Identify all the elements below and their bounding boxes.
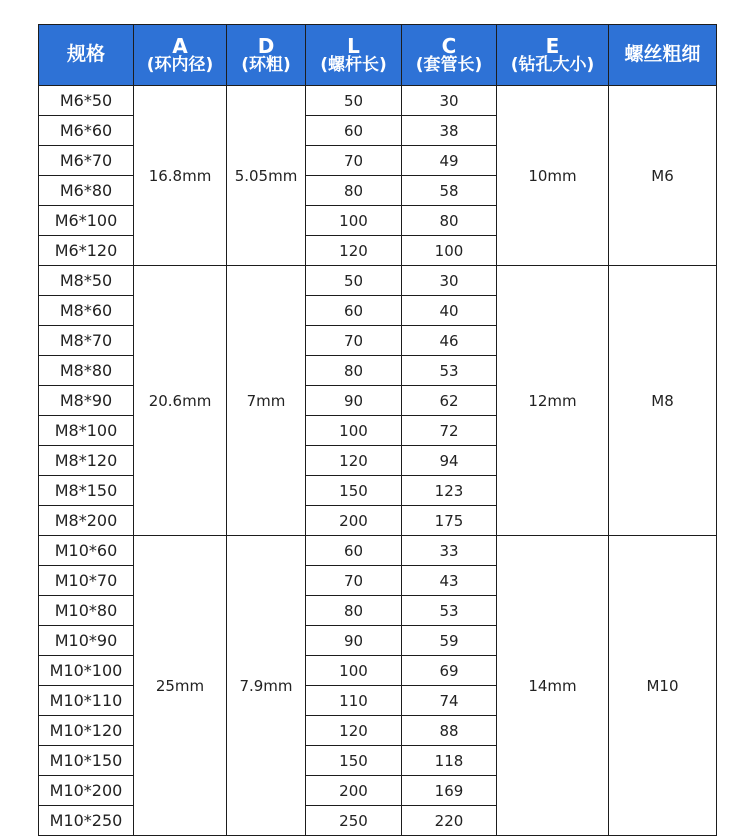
cell-sleeve-length: 80 (402, 206, 497, 236)
cell-spec: M8*80 (39, 356, 134, 386)
cell-spec: M8*100 (39, 416, 134, 446)
cell-bolt-length: 120 (306, 446, 402, 476)
cell-sleeve-length: 38 (402, 116, 497, 146)
cell-sleeve-length: 175 (402, 506, 497, 536)
spec-table (38, 24, 717, 836)
cell-spec: M6*120 (39, 236, 134, 266)
cell-bolt-length: 90 (306, 626, 402, 656)
cell-sleeve-length: 59 (402, 626, 497, 656)
cell-spec: M10*250 (39, 806, 134, 836)
cell-spec: M8*60 (39, 296, 134, 326)
header-e: E (钻孔大小) (497, 25, 609, 86)
cell-bolt-length: 80 (306, 176, 402, 206)
cell-thread-size: M8 (609, 266, 717, 536)
cell-sleeve-length: 30 (402, 266, 497, 296)
cell-bolt-length: 120 (306, 716, 402, 746)
cell-spec: M6*100 (39, 206, 134, 236)
cell-spec: M10*70 (39, 566, 134, 596)
header-spec: 规格 (39, 25, 134, 86)
cell-bolt-length: 60 (306, 296, 402, 326)
cell-bolt-length: 50 (306, 266, 402, 296)
cell-sleeve-length: 100 (402, 236, 497, 266)
cell-bolt-length: 110 (306, 686, 402, 716)
cell-ring-inner-diameter: 16.8mm (134, 86, 227, 266)
cell-spec: M6*80 (39, 176, 134, 206)
cell-spec: M10*110 (39, 686, 134, 716)
cell-bolt-length: 150 (306, 476, 402, 506)
cell-thread-size: M6 (609, 86, 717, 266)
cell-spec: M6*60 (39, 116, 134, 146)
table-row (39, 536, 717, 566)
cell-sleeve-length: 169 (402, 776, 497, 806)
header-c: C (套管长) (402, 25, 497, 86)
cell-sleeve-length: 43 (402, 566, 497, 596)
cell-sleeve-length: 49 (402, 146, 497, 176)
cell-bolt-length: 150 (306, 746, 402, 776)
cell-bolt-length: 100 (306, 656, 402, 686)
cell-sleeve-length: 72 (402, 416, 497, 446)
cell-bolt-length: 90 (306, 386, 402, 416)
cell-spec: M10*100 (39, 656, 134, 686)
table-row (39, 266, 717, 296)
header-row (39, 25, 717, 86)
cell-drill-size: 10mm (497, 86, 609, 266)
cell-spec: M8*70 (39, 326, 134, 356)
cell-ring-thickness: 7mm (227, 266, 306, 536)
cell-bolt-length: 50 (306, 86, 402, 116)
cell-spec: M6*70 (39, 146, 134, 176)
cell-spec: M10*150 (39, 746, 134, 776)
cell-bolt-length: 200 (306, 506, 402, 536)
cell-ring-inner-diameter: 20.6mm (134, 266, 227, 536)
cell-sleeve-length: 58 (402, 176, 497, 206)
cell-sleeve-length: 53 (402, 356, 497, 386)
cell-sleeve-length: 74 (402, 686, 497, 716)
cell-bolt-length: 60 (306, 536, 402, 566)
cell-spec: M8*90 (39, 386, 134, 416)
cell-bolt-length: 200 (306, 776, 402, 806)
cell-spec: M10*120 (39, 716, 134, 746)
cell-bolt-length: 70 (306, 146, 402, 176)
header-thread: 螺丝粗细 (609, 25, 717, 86)
cell-sleeve-length: 69 (402, 656, 497, 686)
cell-sleeve-length: 40 (402, 296, 497, 326)
cell-ring-thickness: 7.9mm (227, 536, 306, 836)
cell-bolt-length: 70 (306, 326, 402, 356)
header-a: A (环内径) (134, 25, 227, 86)
cell-sleeve-length: 94 (402, 446, 497, 476)
cell-ring-thickness: 5.05mm (227, 86, 306, 266)
cell-sleeve-length: 123 (402, 476, 497, 506)
table-row (39, 86, 717, 116)
cell-drill-size: 14mm (497, 536, 609, 836)
cell-bolt-length: 80 (306, 356, 402, 386)
cell-sleeve-length: 118 (402, 746, 497, 776)
cell-bolt-length: 80 (306, 596, 402, 626)
cell-bolt-length: 120 (306, 236, 402, 266)
cell-bolt-length: 60 (306, 116, 402, 146)
cell-bolt-length: 70 (306, 566, 402, 596)
header-d: D (环粗) (227, 25, 306, 86)
cell-bolt-length: 250 (306, 806, 402, 836)
cell-ring-inner-diameter: 25mm (134, 536, 227, 836)
cell-spec: M10*90 (39, 626, 134, 656)
cell-sleeve-length: 220 (402, 806, 497, 836)
cell-bolt-length: 100 (306, 206, 402, 236)
cell-bolt-length: 100 (306, 416, 402, 446)
cell-sleeve-length: 53 (402, 596, 497, 626)
cell-spec: M10*60 (39, 536, 134, 566)
cell-drill-size: 12mm (497, 266, 609, 536)
cell-sleeve-length: 46 (402, 326, 497, 356)
cell-spec: M8*50 (39, 266, 134, 296)
cell-spec: M10*200 (39, 776, 134, 806)
cell-spec: M10*80 (39, 596, 134, 626)
cell-sleeve-length: 33 (402, 536, 497, 566)
cell-spec: M8*150 (39, 476, 134, 506)
cell-thread-size: M10 (609, 536, 717, 836)
cell-sleeve-length: 30 (402, 86, 497, 116)
cell-spec: M8*120 (39, 446, 134, 476)
cell-sleeve-length: 88 (402, 716, 497, 746)
cell-spec: M8*200 (39, 506, 134, 536)
cell-spec: M6*50 (39, 86, 134, 116)
cell-sleeve-length: 62 (402, 386, 497, 416)
header-l: L (螺杆长) (306, 25, 402, 86)
